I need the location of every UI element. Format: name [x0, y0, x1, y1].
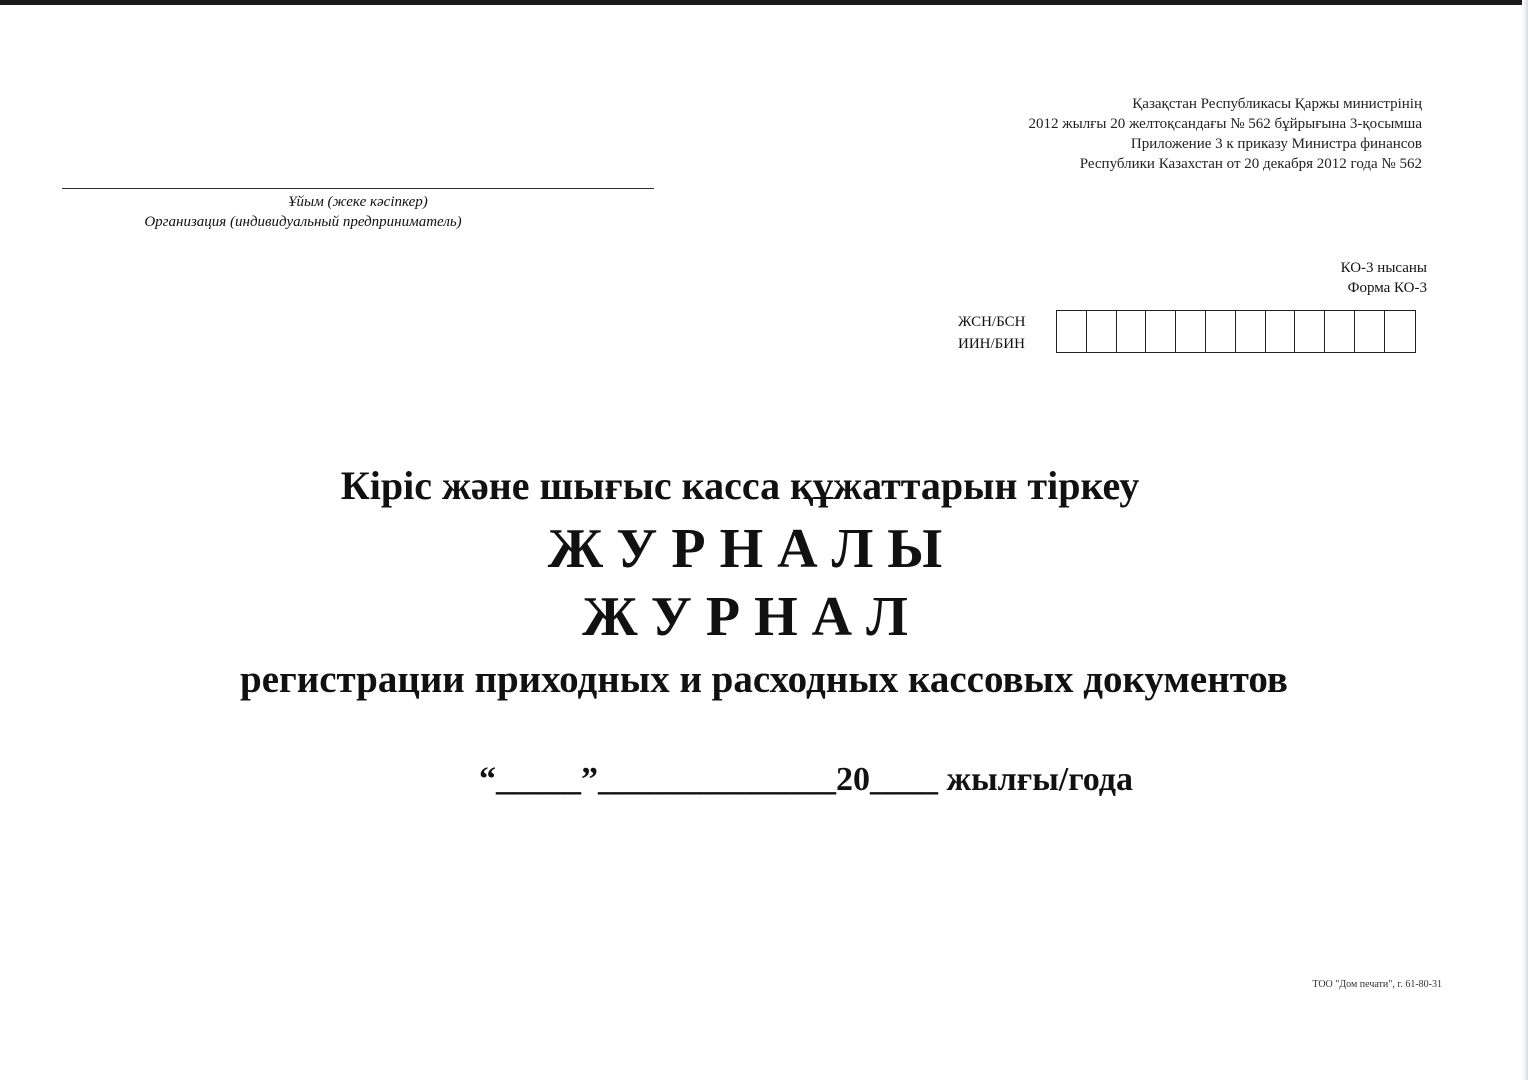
tin-label [958, 311, 1025, 355]
organization-field-line[interactable] [62, 188, 654, 189]
form-code-kz: КО-3 нысаны [1340, 260, 1427, 276]
organization-caption-ru: Организация (индивидуальный предприниматель) [144, 214, 462, 230]
approval-note [1029, 94, 1422, 174]
tin-cell[interactable] [1117, 311, 1147, 352]
tin-cell[interactable] [1385, 311, 1415, 352]
form-code [1341, 258, 1427, 298]
date-line[interactable]: “_____”______________20____ жылғы/года [478, 761, 1134, 798]
title-kz-journal: ЖУРНАЛЫ [547, 518, 957, 580]
title-ru-line: регистрации приходных и расходных кассовых документов [240, 658, 1288, 701]
title-ru-journal: ЖУРНАЛ [582, 586, 922, 648]
organization-caption-kz: Ұйым (жеке кәсіпкер) [288, 194, 428, 210]
form-code-ru: Форма КО-3 [1347, 280, 1427, 296]
tin-cell[interactable] [1176, 311, 1206, 352]
approval-line-4: Республики Казахстан от 20 декабря 2012 года № 562 [1079, 156, 1422, 172]
tin-cell[interactable] [1325, 311, 1355, 352]
tin-label-ru: ИИН/БИН [958, 336, 1025, 352]
scan-edge-right [1522, 0, 1528, 1080]
approval-line-1: Қазақстан Республикасы Қаржы министрінің [1132, 96, 1422, 112]
tin-cell[interactable] [1057, 311, 1087, 352]
approval-line-3: Приложение 3 к приказу Министра финансов [1130, 136, 1422, 152]
title-kz-line: Кіріс және шығыс касса құжаттарын тіркеу [340, 463, 1140, 508]
printer-imprint: ТОО "Дом печати", г. 61-80-31 [1312, 979, 1442, 990]
tin-cell[interactable] [1266, 311, 1296, 352]
tin-cell[interactable] [1087, 311, 1117, 352]
tin-cell[interactable] [1295, 311, 1325, 352]
tin-label-kz: ЖСН/БСН [958, 314, 1026, 330]
scan-edge-top [0, 0, 1528, 5]
tin-input-grid[interactable] [1056, 310, 1416, 353]
tin-cell[interactable] [1355, 311, 1385, 352]
approval-line-2: 2012 жылғы 20 желтоқсандағы № 562 бұйрығына 3-қосымша [1028, 116, 1422, 132]
tin-cell[interactable] [1236, 311, 1266, 352]
organization-caption [62, 192, 654, 232]
tin-cell[interactable] [1146, 311, 1176, 352]
tin-cell[interactable] [1206, 311, 1236, 352]
